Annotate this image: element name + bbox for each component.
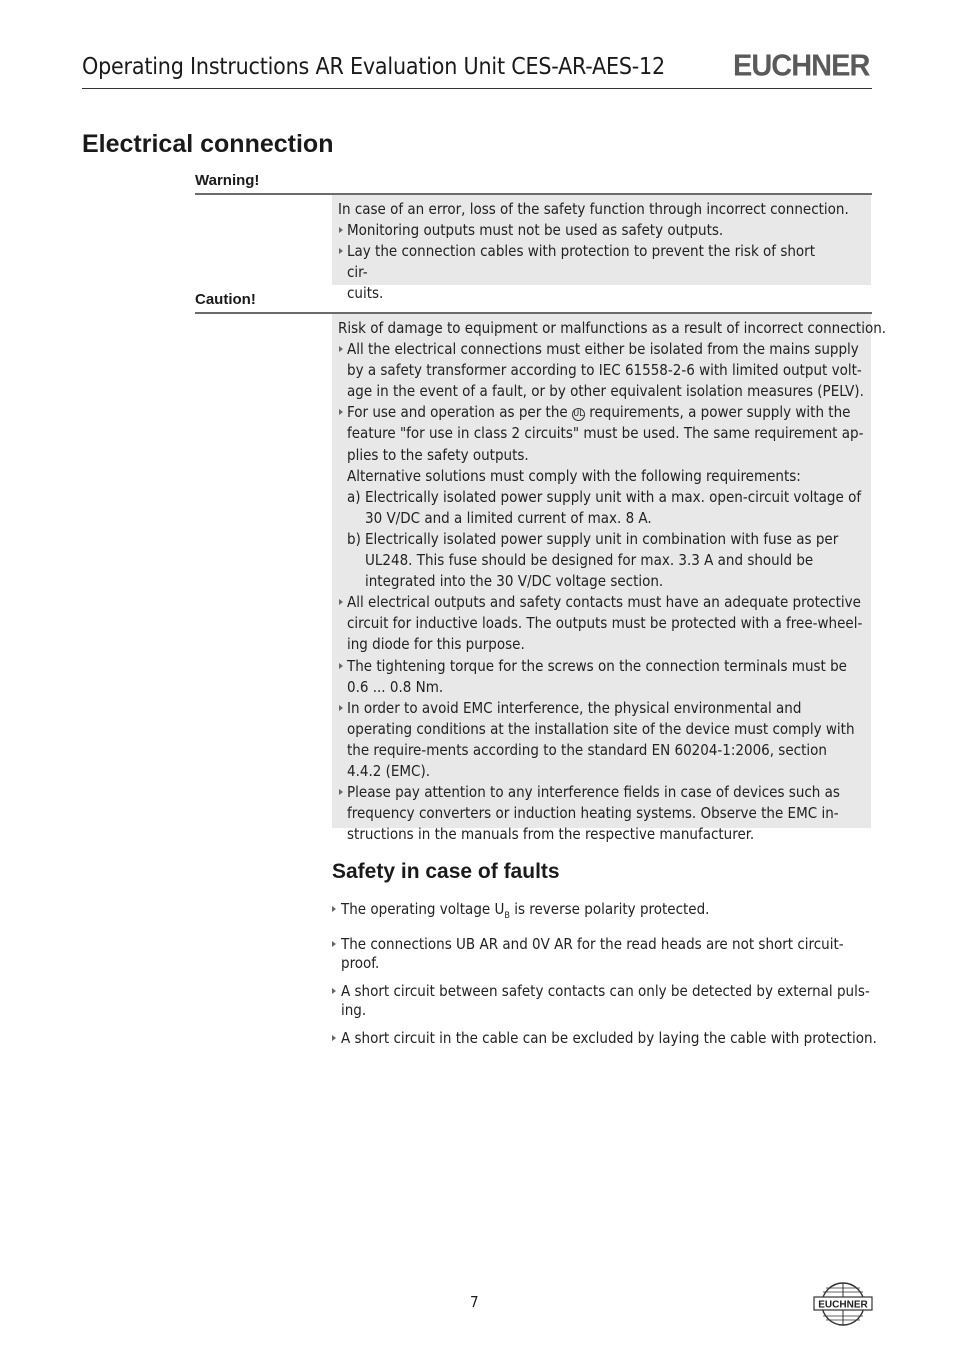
alt-text: Electrically isolated power supply unit with a max. open-circuit voltage of 30 V/DC and a limited current of max. 8 A. [365,487,862,527]
faults-sub: B [504,911,510,921]
faults-text: is reverse polarity protected. [509,900,710,918]
caution-panel [332,314,887,844]
caution-alt-item [338,529,865,592]
caution-item: All the electrical connections must either be isolated from the mains supply by a safety transformer according to IEC 61558-2-6 with limited output volt-age in the event of a fault, or by other equivalent isolation measures (PELV). [338,339,865,402]
faults-item [332,900,874,927]
caution-alt-item [338,487,865,529]
alt-tag: a) [347,487,361,506]
caution-item: In order to avoid EMC interference, the physical environmental and operating conditions at the installation site of the device must comply with the require-ments according to the standard EN 60204-1:2006, section 4.4.2 (EMC). [338,698,865,782]
caution-item [338,402,865,465]
faults-item: A short circuit between safety contacts can only be detected by external puls-ing. [332,982,874,1021]
warning-item: Monitoring outputs must not be used as safety outputs. [338,220,865,241]
section-title: Electrical connection [82,130,334,158]
warning-panel [332,195,871,303]
caution-label: Caution! [195,291,256,308]
caution-item: The tightening torque for the screws on the connection terminals must be 0.6 ... 0.8 Nm. [338,656,865,698]
seal-text: EUCHNER [818,1299,868,1311]
faults-text: The operating voltage U [341,900,505,918]
page-number: 7 [470,1293,479,1311]
faults-list [332,900,877,1056]
brand-logo: EUCHNER [733,49,870,83]
faults-item: The connections UB AR and 0V AR for the read heads are not short circuit-proof. [332,935,874,974]
caution-item: All electrical outputs and safety contacts must have an adequate protective circuit for inductive loads. The outputs must be protected with a free-wheel-ing diode for this purpose. [338,592,865,655]
alt-text: Electrically isolated power supply unit in combination with fuse as per UL248. This fuse should be designed for max. 3.3 A and should be integrated into the 30 V/DC voltage section. [365,529,839,591]
document-title: Operating Instructions AR Evaluation Unit CES-AR-AES-12 [82,54,665,80]
alt-tag: b) [347,529,361,548]
warning-lead: In case of an error, loss of the safety function through incorrect connection. [338,200,849,218]
caution-item: Please pay attention to any interference fields in case of devices such as frequency converters or induction heating systems. Observe the EMC in-structions in the manuals from the respective manufacturer. [338,782,865,845]
header-divider [82,88,872,89]
warning-item: Lay the connection cables with protection to prevent the risk of short cir- cuits. [338,241,839,304]
ul-listing-icon: UL [573,409,584,420]
caution-item-text: For use and operation as per the [347,403,568,422]
caution-lead: Risk of damage to equipment or malfunctions as a result of incorrect connection. [338,319,887,337]
caution-item-text: requirements, a power supply with the feature "for use in class 2 circuits" must be used. The same requirement ap-plies to the safety outputs. [347,403,864,464]
warning-label: Warning! [195,172,260,189]
faults-item: A short circuit in the cable can be excluded by laying the cable with protection. [332,1029,874,1049]
euchner-seal-icon [813,1280,873,1328]
caution-alt-intro: Alternative solutions must comply with the following requirements: [347,466,801,485]
subsection-title: Safety in case of faults [332,860,560,883]
